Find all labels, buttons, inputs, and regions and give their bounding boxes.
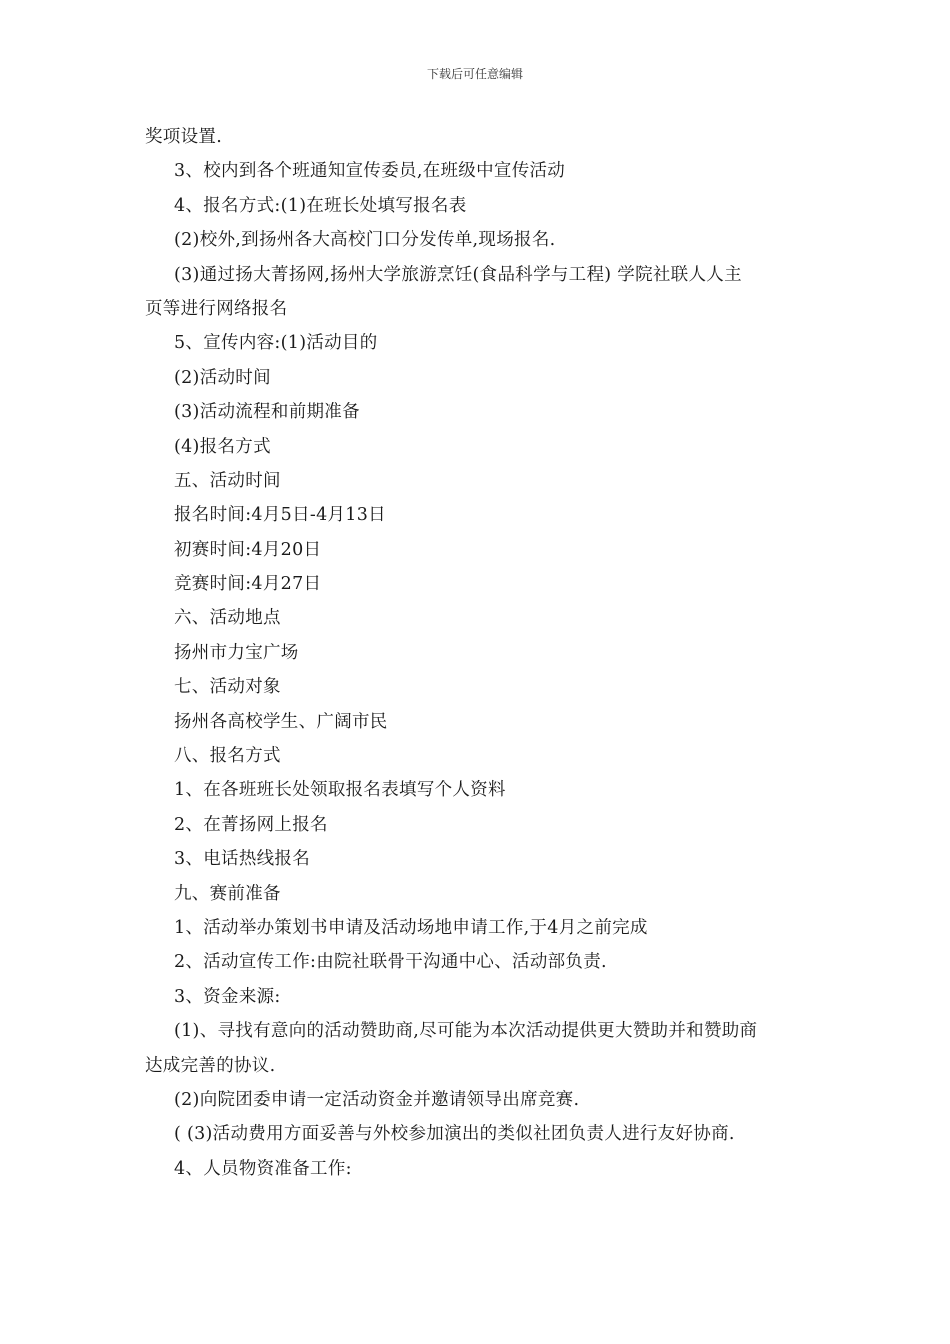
text-line: (3)通过扬大菁扬网,扬州大学旅游烹饪(食品科学与工程) 学院社联人人主 xyxy=(174,264,742,285)
section-heading: 九、赛前准备 xyxy=(174,883,281,904)
section-heading: 六、活动地点 xyxy=(174,608,281,629)
text-line: 竞赛时间:4月27日 xyxy=(174,574,322,595)
text-line: 3、资金来源: xyxy=(174,986,281,1007)
document-body xyxy=(145,120,825,1186)
text-line: (2)活动时间 xyxy=(174,367,271,388)
text-line: 报名时间:4月5日-4月13日 xyxy=(174,505,386,526)
text-line: 2、在菁扬网上报名 xyxy=(174,814,328,835)
text-line: 初赛时间:4月20日 xyxy=(174,539,322,560)
text-line: (3)活动流程和前期准备 xyxy=(174,402,360,423)
section-heading: 五、活动时间 xyxy=(174,470,281,491)
text-line: 扬州各高校学生、广阔市民 xyxy=(174,711,388,732)
text-line: (1)、寻找有意向的活动赞助商,尽可能为本次活动提供更大赞助并和赞助商 xyxy=(174,1021,758,1042)
text-line: (2)校外,到扬州各大高校门口分发传单,现场报名. xyxy=(174,230,556,251)
section-heading: 七、活动对象 xyxy=(174,677,281,698)
text-line: (4)报名方式 xyxy=(174,436,271,457)
text-line: 5、宣传内容:(1)活动目的 xyxy=(174,333,378,354)
text-line: 1、活动举办策划书申请及活动场地申请工作,于4月之前完成 xyxy=(174,917,648,938)
text-line: 4、报名方式:(1)在班长处填写报名表 xyxy=(174,195,467,216)
text-line: 1、在各班班长处领取报名表填写个人资料 xyxy=(174,780,506,801)
text-line: 扬州市力宝广场 xyxy=(174,642,299,663)
text-line: ( (3)活动费用方面妥善与外校参加演出的类似社团负责人进行友好协商. xyxy=(174,1124,735,1145)
text-line: 2、活动宣传工作:由院社联骨干沟通中心、活动部负责. xyxy=(174,952,607,973)
page-header: 下载后可任意编辑 xyxy=(426,67,523,81)
text-line: 页等进行网络报名 xyxy=(145,298,288,319)
text-line: 3、校内到各个班通知宣传委员,在班级中宣传活动 xyxy=(174,161,566,182)
section-heading: 八、报名方式 xyxy=(174,746,281,767)
text-line: 4、人员物资准备工作: xyxy=(174,1158,352,1179)
text-line: 3、电话热线报名 xyxy=(174,849,311,870)
text-line: 奖项设置. xyxy=(145,127,223,147)
text-line: (2)向院团委申请一定活动资金并邀请领导出席竞赛. xyxy=(174,1089,580,1110)
text-line: 达成完善的协议. xyxy=(145,1055,276,1076)
